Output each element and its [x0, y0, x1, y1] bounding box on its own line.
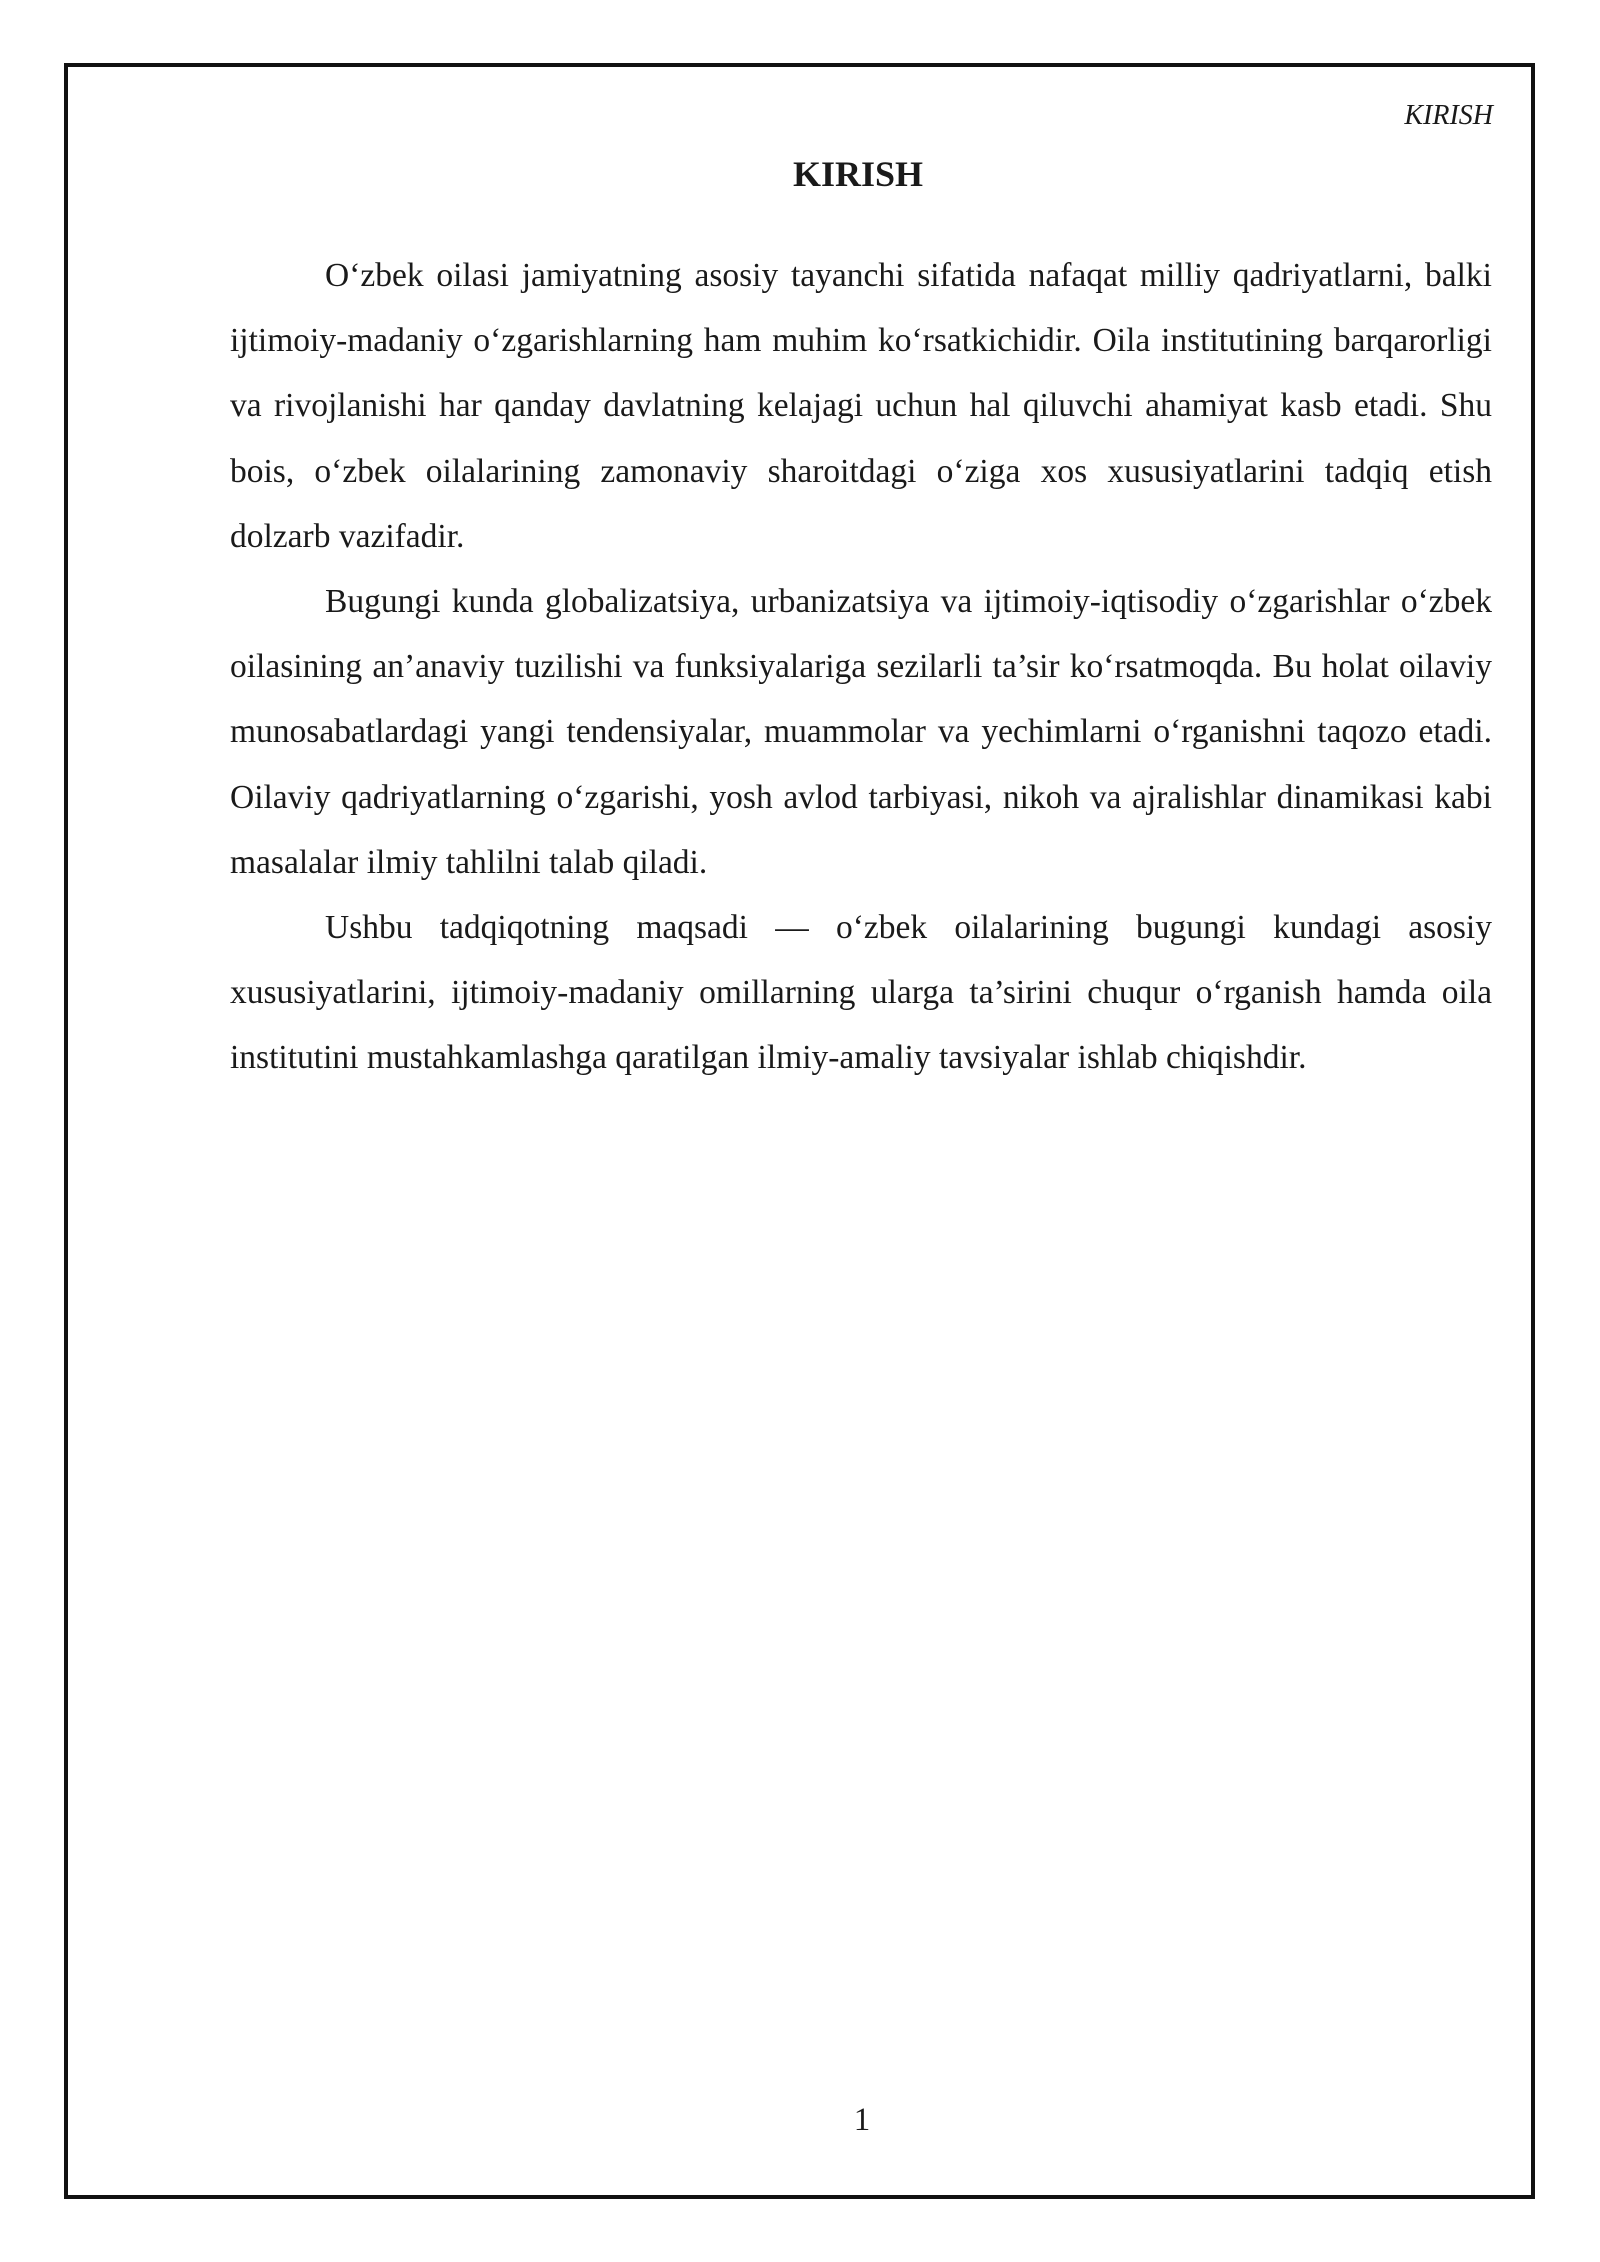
chapter-title: KIRISH	[792, 154, 924, 194]
paragraph: Bugungi kunda globalizatsiya, urbanizatsiya va ijtimoiy-iqtisodiy o‘zgarishlar o‘zbek oilasining an’anaviy tuzilishi va funksiyalariga sezilarli ta’sir ko‘rsatmoqda. Bu holat oilaviy munosabatlardagi yangi tendensiyalar, muammolar va yechimlarni o‘rganishni taqozo etadi. Oilaviy qadriyatlarning o‘zgarishi, yosh avlod tarbiyasi, nikoh va ajralishlar dinamikasi kabi masalalar ilmiy tahlilni talab qiladi.	[230, 583, 1492, 881]
page-number: 1	[853, 2102, 871, 2138]
paragraph: O‘zbek oilasi jamiyatning asosiy tayanchi sifatida nafaqat milliy qadriyatlarni, balki ijtimoiy-madaniy o‘zgarishlarning ham muhim ko‘rsatkichidir. Oila institutining barqarorligi va rivojlanishi har qanday davlatning kelajagi uchun hal qiluvchi ahamiyat kasb etadi. Shu bois, o‘zbek oilalarining zamonaviy sharoitdagi o‘ziga xos xususiyatlarini tadqiq etish dolzarb vazifadir.	[230, 257, 1492, 555]
running-header: KIRISH	[1404, 100, 1493, 131]
paragraph: Ushbu tadqiqotning maqsadi — o‘zbek oilalarining bugungi kundagi asosiy xususiyatlarini, ijtimoiy-madaniy omillarning ularga ta’sirini chuqur o‘rganish hamda oila institutini mustahkamlashga qaratilgan ilmiy-amaliy tavsiyalar ishlab chiqishdir.	[230, 909, 1492, 1077]
body-text	[230, 243, 1492, 1091]
